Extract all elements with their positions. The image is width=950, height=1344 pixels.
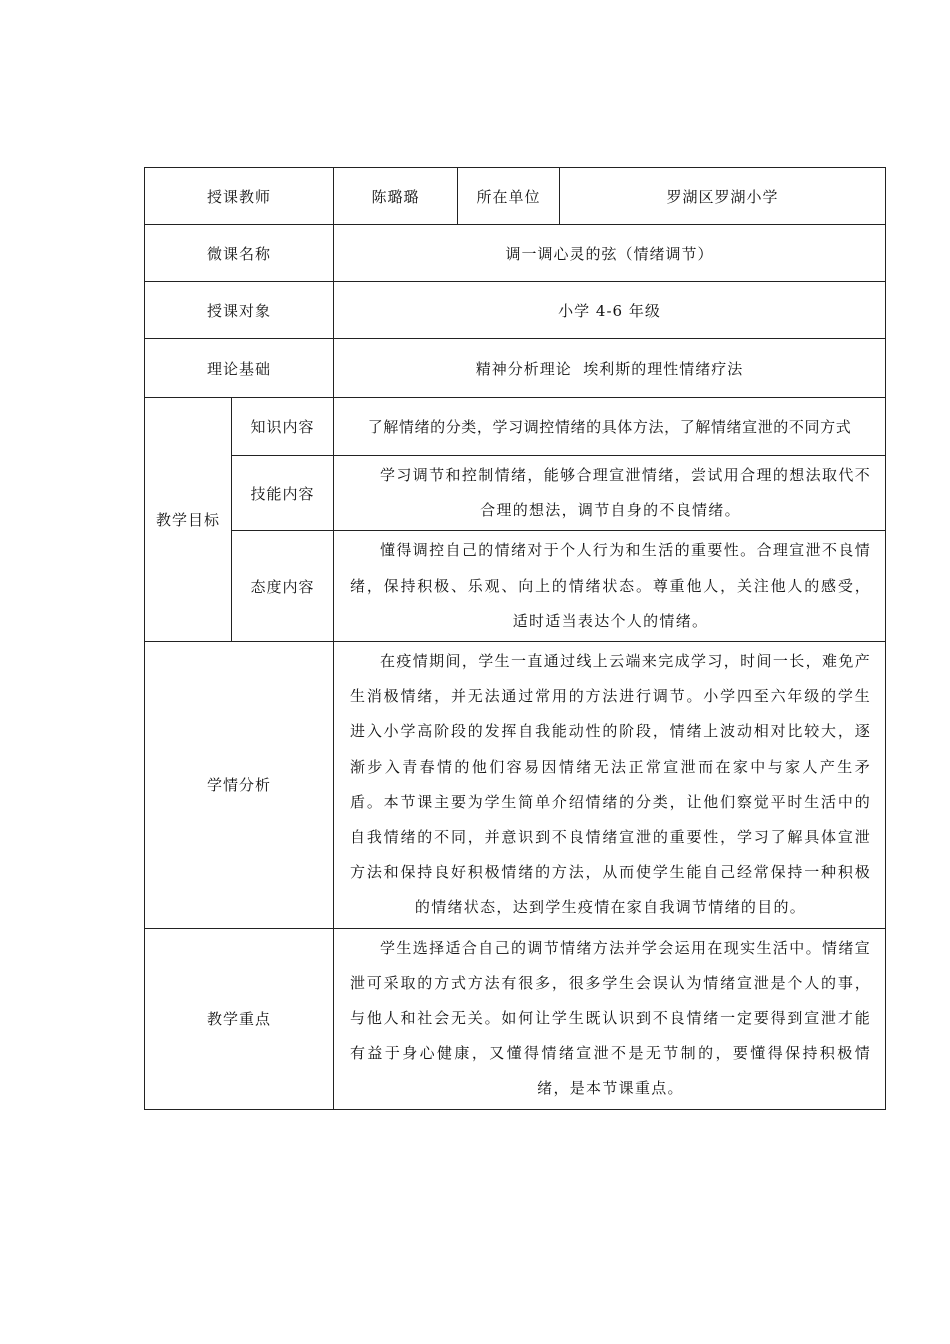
course-name: 调一调心灵的弦（情绪调节）	[334, 225, 886, 282]
goal-skill-row	[145, 456, 886, 531]
key-points-row	[145, 928, 886, 1109]
audience-label: 授课对象	[145, 282, 334, 339]
unit-label: 所在单位	[458, 168, 560, 225]
course-row	[145, 225, 886, 282]
goal-knowledge-row	[145, 398, 886, 456]
theory-label: 理论基础	[145, 339, 334, 398]
knowledge-label: 知识内容	[232, 398, 334, 456]
analysis-text: 在疫情期间，学生一直通过线上云端来完成学习，时间一长，难免产生消极情绪，并无法通过常用的方法进行调节。小学四至六年级的学生进入小学高阶段的发挥自我能动性的阶段，情绪上波动相对比较大，逐渐步入青春情的他们容易因情绪无法正常宣泄而在家中与家人产生矛盾。本节课主要为学生简单介绍情绪的分类，让他们察觉平时生活中的自我情绪的不同，并意识到不良情绪宣泄的重要性，学习了解具体宣泄方法和保持良好积极情绪的方法，从而使学生能自己经常保持一种积极的情绪状态，达到学生疫情在家自我调节情绪的目的。	[334, 642, 886, 929]
audience-row	[145, 282, 886, 339]
lesson-plan-sheet	[144, 167, 885, 1110]
key-points-label: 教学重点	[145, 928, 334, 1109]
key-points-text: 学生选择适合自己的调节情绪方法并学会运用在现实生活中。情绪宣泄可采取的方式方法有很多，很多学生会误认为情绪宣泄是个人的事，与他人和社会无关。如何让学生既认识到不良情绪一定要得到宣泄才能有益于身心健康，又懂得情绪宣泄不是无节制的，要懂得保持积极情绪，是本节课重点。	[334, 928, 886, 1109]
analysis-label: 学情分析	[145, 642, 334, 929]
attitude-text: 懂得调控自己的情绪对于个人行为和生活的重要性。合理宣泄不良情绪，保持积极、乐观、向上的情绪状态。尊重他人，关注他人的感受，适时适当表达个人的情绪。	[334, 531, 886, 642]
lesson-plan-table	[144, 167, 886, 1110]
teacher-label: 授课教师	[145, 168, 334, 225]
attitude-label: 态度内容	[232, 531, 334, 642]
unit-name: 罗湖区罗湖小学	[560, 168, 886, 225]
analysis-row	[145, 642, 886, 929]
goals-label: 教学目标	[145, 398, 232, 642]
course-label: 微课名称	[145, 225, 334, 282]
knowledge-text: 了解情绪的分类，学习调控情绪的具体方法，了解情绪宣泄的不同方式	[334, 398, 886, 456]
teacher-name: 陈璐璐	[334, 168, 458, 225]
skill-text: 学习调节和控制情绪，能够合理宣泄情绪，尝试用合理的想法取代不合理的想法，调节自身的不良情绪。	[334, 456, 886, 531]
goal-attitude-row	[145, 531, 886, 642]
skill-label: 技能内容	[232, 456, 334, 531]
audience-value: 小学 4-6 年级	[334, 282, 886, 339]
theory-row	[145, 339, 886, 398]
teacher-row	[145, 168, 886, 225]
theory-value: 精神分析理论 埃利斯的理性情绪疗法	[334, 339, 886, 398]
